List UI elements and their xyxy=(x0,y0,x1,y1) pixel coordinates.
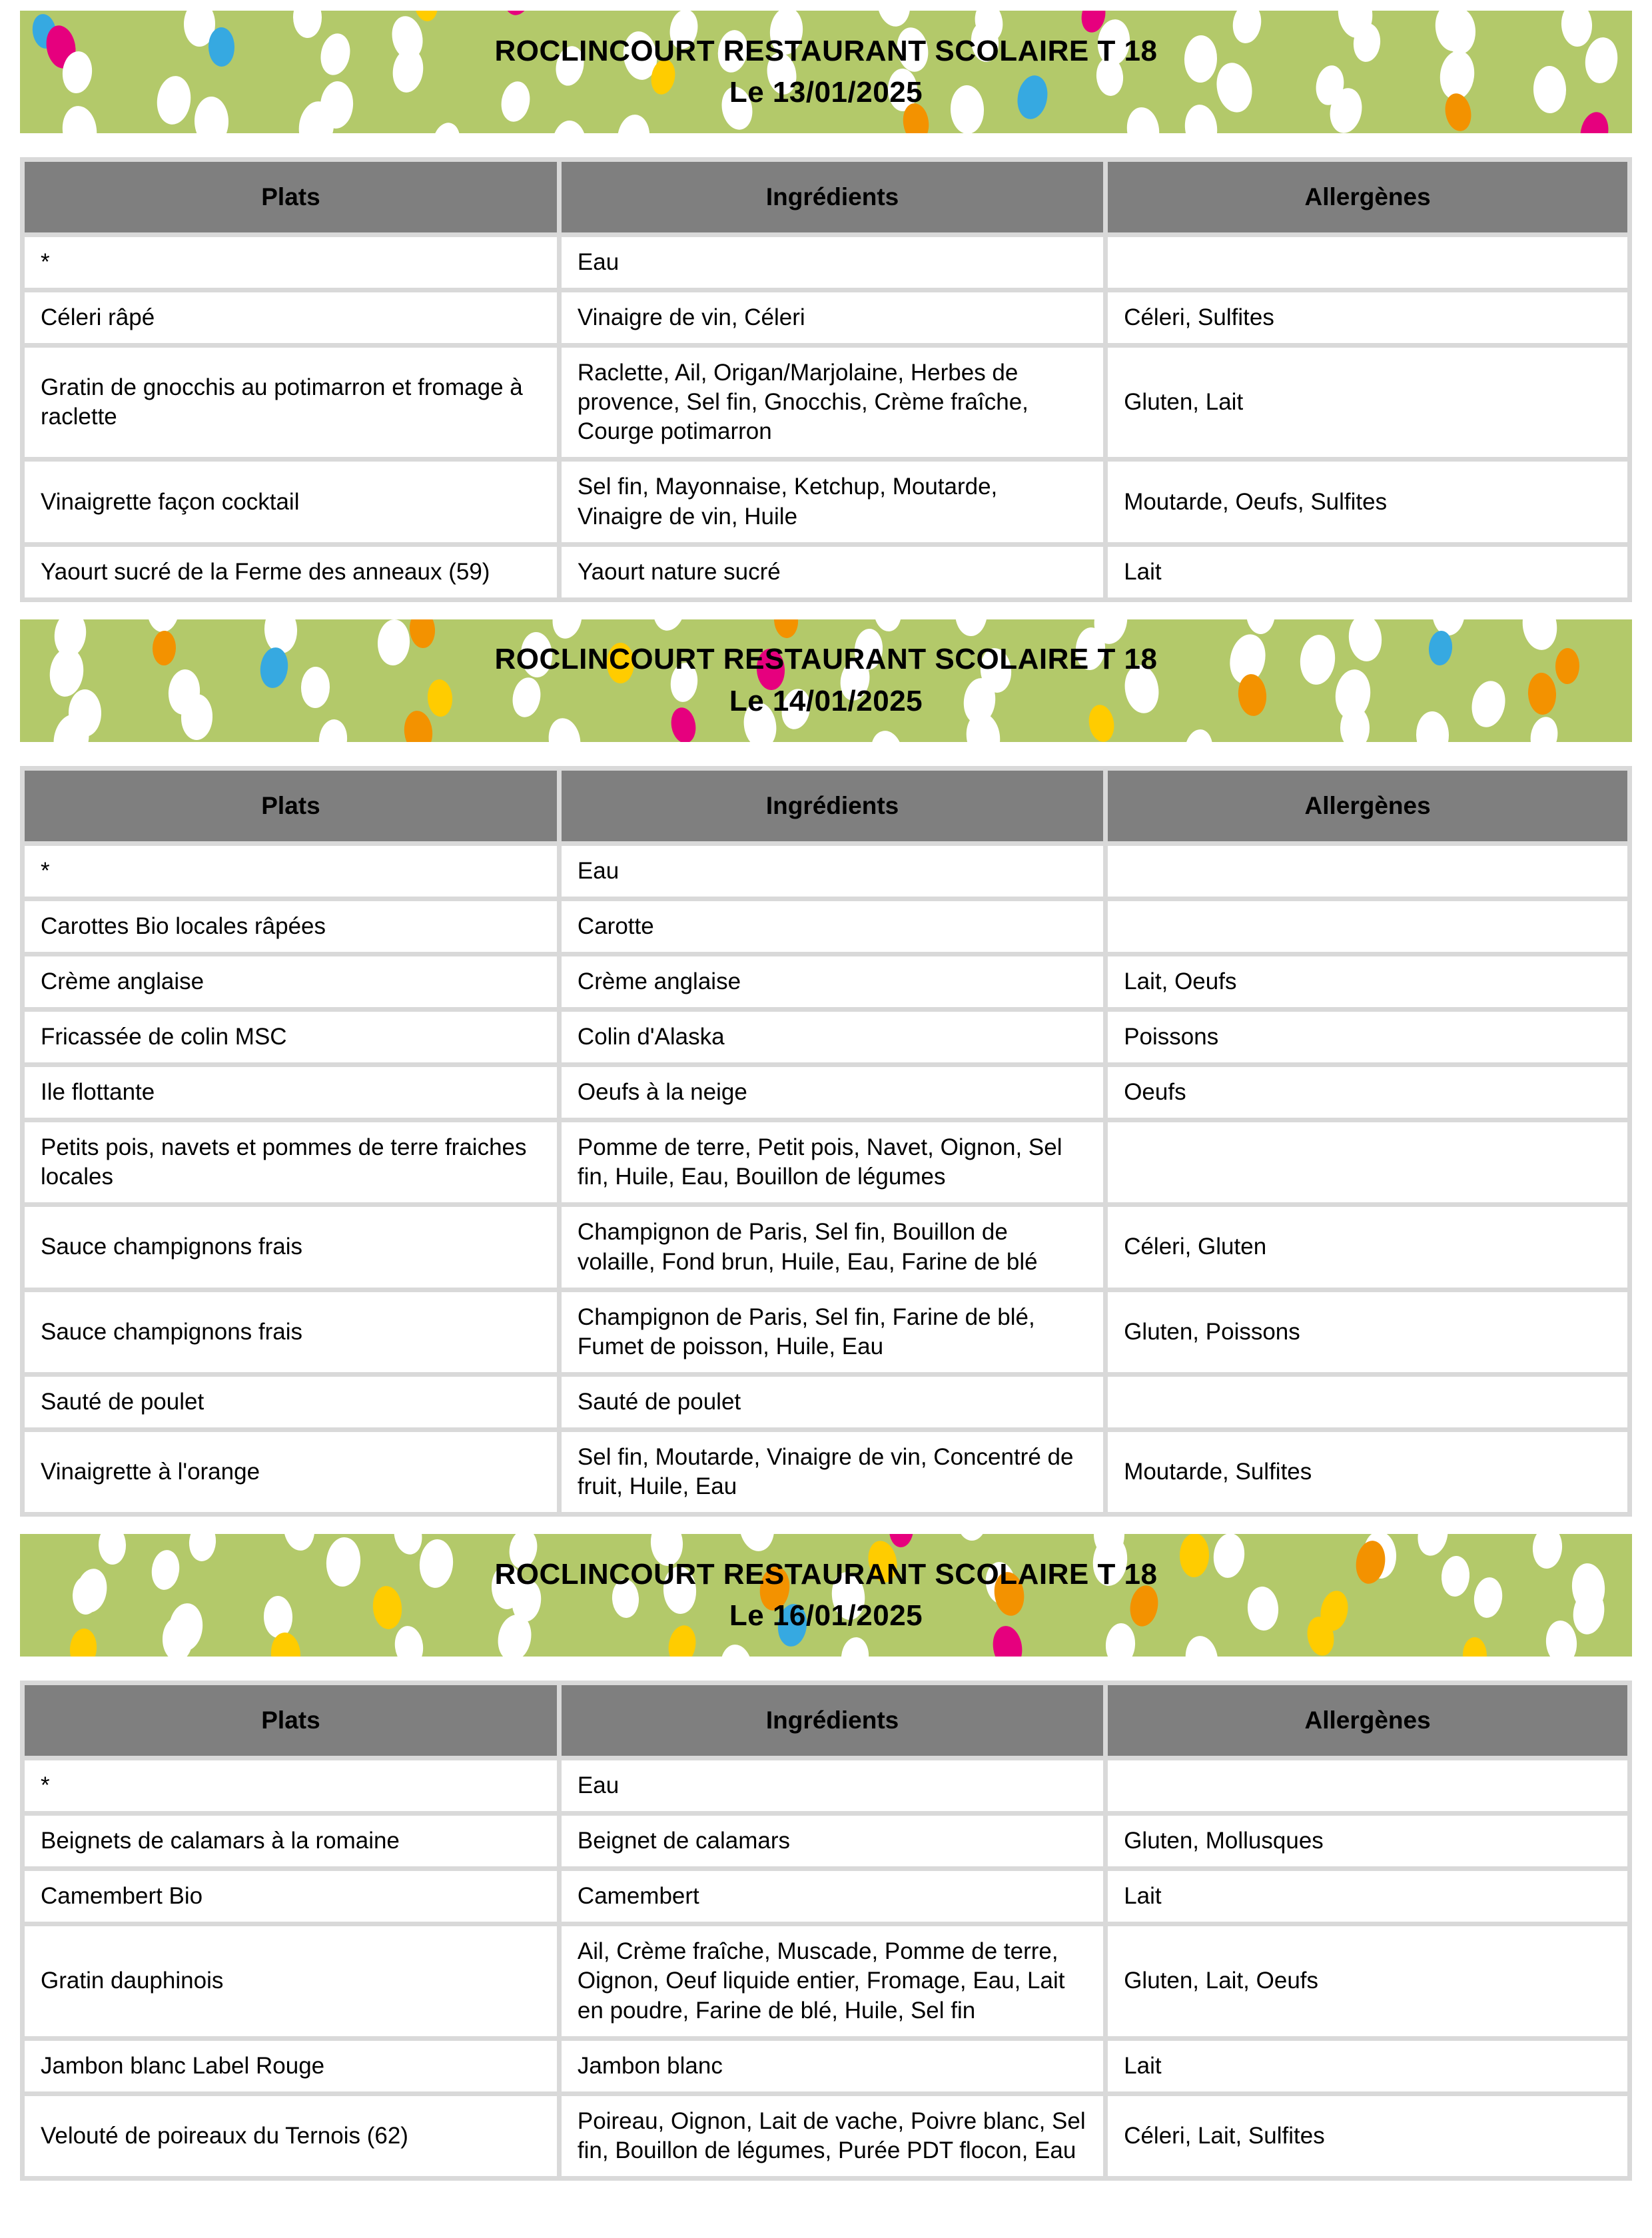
menu-row xyxy=(25,2041,1627,2091)
plat-cell: * xyxy=(25,1760,557,1811)
banner-dot xyxy=(376,619,411,667)
banner-dot xyxy=(552,120,587,133)
allergenes-cell xyxy=(1108,237,1627,288)
ingredients-cell: Poireau, Oignon, Lait de vache, Poivre blanc, Sel fin, Bouillon de légumes, Purée PDT flocon, Eau xyxy=(562,2096,1103,2176)
banner-dot xyxy=(1560,11,1593,48)
allergenes-cell xyxy=(1108,1377,1627,1427)
banner-dot xyxy=(208,27,235,67)
plat-cell: * xyxy=(25,846,557,897)
ingredients-cell: Beignet de calamars xyxy=(562,1816,1103,1866)
banner-dot xyxy=(1582,35,1620,85)
plat-cell: Velouté de poireaux du Ternois (62) xyxy=(25,2096,557,2176)
banner-dot xyxy=(1471,1576,1504,1620)
ingredients-cell: Sauté de poulet xyxy=(562,1377,1103,1427)
banner-title: ROCLINCOURT RESTAURANT SCOLAIRE T 18 xyxy=(494,34,1158,67)
banner-dot xyxy=(281,1534,316,1553)
plat-cell: Vinaigrette façon cocktail xyxy=(25,462,557,542)
column-header-allergenes: Allergènes xyxy=(1108,771,1627,841)
column-header-ingredients: Ingrédients xyxy=(562,162,1103,232)
ingredients-cell: Carotte xyxy=(562,901,1103,952)
banner-dot xyxy=(155,74,194,127)
plat-cell: Carottes Bio locales râpées xyxy=(25,901,557,952)
banner-dot xyxy=(1211,1534,1246,1579)
banner-dot xyxy=(1182,728,1215,742)
banner-dot xyxy=(153,631,177,666)
banner-dot xyxy=(615,113,652,133)
banner-dot xyxy=(1230,11,1264,45)
banner-dot xyxy=(649,619,689,633)
ingredients-cell: Oeufs à la neige xyxy=(562,1067,1103,1118)
allergenes-cell: Lait xyxy=(1108,2041,1627,2091)
banner-dot xyxy=(181,694,213,741)
banner-date: Le 16/01/2025 xyxy=(729,1599,923,1633)
banner-dot xyxy=(69,1628,99,1657)
allergenes-cell: Céleri, Gluten xyxy=(1108,1207,1627,1287)
date-banner xyxy=(20,1534,1632,1657)
allergenes-cell: Céleri, Sulfites xyxy=(1108,292,1627,343)
banner-dot xyxy=(1414,1534,1451,1559)
ingredients-cell: Sel fin, Moutarde, Vinaigre de vin, Concentré de fruit, Huile, Eau xyxy=(562,1432,1103,1512)
menu-row xyxy=(25,1377,1627,1427)
menu-table xyxy=(20,157,1632,602)
ingredients-cell: Champignon de Paris, Sel fin, Bouillon de volaille, Fond brun, Huile, Eau, Farine de blé xyxy=(562,1207,1103,1287)
ingredients-cell: Vinaigre de vin, Céleri xyxy=(562,292,1103,343)
allergenes-cell xyxy=(1108,1122,1627,1202)
menu-row xyxy=(25,348,1627,457)
plat-cell: Jambon blanc Label Rouge xyxy=(25,2041,557,2091)
plat-cell: Vinaigrette à l'orange xyxy=(25,1432,557,1512)
banner-dot xyxy=(1179,1534,1209,1577)
ingredients-cell: Jambon blanc xyxy=(562,2041,1103,2091)
banner-dot xyxy=(1346,619,1384,663)
plat-cell: Fricassée de colin MSC xyxy=(25,1012,557,1062)
banner-dot xyxy=(1531,1534,1563,1569)
column-header-plats: Plats xyxy=(25,162,557,232)
allergenes-cell: Oeufs xyxy=(1108,1067,1627,1118)
allergenes-cell: Céleri, Lait, Sulfites xyxy=(1108,2096,1627,2176)
ingredients-cell: Eau xyxy=(562,237,1103,288)
column-header-plats: Plats xyxy=(25,771,557,841)
ingredients-cell: Eau xyxy=(562,1760,1103,1811)
banner-dot xyxy=(872,619,903,633)
banner-dot xyxy=(719,1643,755,1657)
allergenes-cell: Lait xyxy=(1108,1871,1627,1922)
banner-dot xyxy=(1015,73,1051,121)
menu-row xyxy=(25,1207,1627,1287)
plat-cell: Sauce champignons frais xyxy=(25,1207,557,1287)
plat-cell: Yaourt sucré de la Ferme des anneaux (59) xyxy=(25,547,557,597)
ingredients-cell: Eau xyxy=(562,846,1103,897)
menu-row xyxy=(25,1012,1627,1062)
plat-cell: Ile flottante xyxy=(25,1067,557,1118)
ingredients-cell: Camembert xyxy=(562,1871,1103,1922)
menu-row xyxy=(25,901,1627,952)
banner-dot xyxy=(1298,633,1338,687)
ingredients-cell: Raclette, Ail, Origan/Marjolaine, Herbes de provence, Sel fin, Gnocchis, Crème fraîche, Courge potimarron xyxy=(562,348,1103,457)
menu-row xyxy=(25,237,1627,288)
column-header-ingredients: Ingrédients xyxy=(562,1685,1103,1756)
plat-cell: Crème anglaise xyxy=(25,956,557,1007)
ingredients-cell: Yaourt nature sucré xyxy=(562,547,1103,597)
banner-dot xyxy=(426,679,454,717)
banner-dot xyxy=(1104,1623,1136,1657)
allergenes-cell xyxy=(1108,846,1627,897)
banner-title: ROCLINCOURT RESTAURANT SCOLAIRE T 18 xyxy=(494,1557,1158,1591)
banner-dot xyxy=(546,715,584,741)
banner-dot xyxy=(1527,715,1561,742)
banner-dot xyxy=(510,675,544,719)
banner-dot xyxy=(1577,109,1611,133)
menu-table-header-row xyxy=(25,1685,1627,1756)
menu-row xyxy=(25,1292,1627,1372)
date-banner xyxy=(20,11,1632,133)
banner-date: Le 13/01/2025 xyxy=(729,76,923,109)
menu-sections xyxy=(20,11,1632,2181)
banner-dot xyxy=(1246,1585,1280,1631)
column-header-allergenes: Allergènes xyxy=(1108,1685,1627,1756)
ingredients-cell: Colin d'Alaska xyxy=(562,1012,1103,1062)
ingredients-cell: Champignon de Paris, Sel fin, Farine de blé, Fumet de poisson, Huile, Eau xyxy=(562,1292,1103,1372)
banner-dot xyxy=(59,104,99,133)
plat-cell: Céleri râpé xyxy=(25,292,557,343)
banner-dot xyxy=(955,619,988,637)
banner-dot xyxy=(1533,65,1567,114)
banner-dot xyxy=(1086,703,1117,742)
banner-dot xyxy=(430,120,464,133)
banner-dot xyxy=(839,1636,871,1657)
banner-dot xyxy=(1236,673,1268,718)
menu-row xyxy=(25,1871,1627,1922)
menu-row xyxy=(25,462,1627,542)
banner-dot xyxy=(1519,619,1560,653)
banner-dot xyxy=(408,619,436,649)
banner-dot xyxy=(773,619,799,639)
allergenes-cell: Gluten, Lait, Oeufs xyxy=(1108,1926,1627,2036)
banner-title: ROCLINCOURT RESTAURANT SCOLAIRE T 18 xyxy=(494,643,1158,676)
banner-dot xyxy=(371,1585,404,1631)
menu-row xyxy=(25,292,1627,343)
banner-dot xyxy=(390,1534,425,1557)
banner-dot xyxy=(99,1534,127,1565)
banner-dot xyxy=(867,728,906,742)
banner-dot xyxy=(889,1534,914,1547)
banner-dot xyxy=(1527,672,1557,715)
banner-dot xyxy=(950,85,985,133)
allergenes-cell: Gluten, Poissons xyxy=(1108,1292,1627,1372)
allergenes-cell: Poissons xyxy=(1108,1012,1627,1062)
banner-dot xyxy=(390,47,426,94)
banner-dot xyxy=(195,96,229,133)
banner-dot xyxy=(188,1534,217,1562)
ingredients-cell: Sel fin, Mayonnaise, Ketchup, Moutarde, Vinaigre de vin, Huile xyxy=(562,462,1103,542)
allergenes-cell: Gluten, Mollusques xyxy=(1108,1816,1627,1866)
menu-table-header-row xyxy=(25,771,1627,841)
banner-dot xyxy=(418,1538,455,1589)
banner-dot xyxy=(736,1534,777,1553)
banner-dot xyxy=(1442,91,1474,133)
banner-dot xyxy=(402,709,435,742)
menu-table-header-row xyxy=(25,162,1627,232)
allergenes-cell xyxy=(1108,1760,1627,1811)
banner-dot xyxy=(318,31,354,77)
plat-cell: Sauce champignons frais xyxy=(25,1292,557,1372)
menu-row xyxy=(25,1760,1627,1811)
banner-dot xyxy=(1340,707,1370,742)
banner-dot xyxy=(300,666,330,708)
banner-dot xyxy=(392,1624,426,1657)
banner-dot xyxy=(325,1537,362,1588)
menu-table xyxy=(20,1680,1632,2181)
banner-dot xyxy=(498,79,533,125)
menu-row xyxy=(25,846,1627,897)
allergenes-cell xyxy=(1108,901,1627,952)
menu-row xyxy=(25,1926,1627,2036)
menu-section xyxy=(20,11,1632,602)
column-header-ingredients: Ingrédients xyxy=(562,771,1103,841)
menu-row xyxy=(25,2096,1627,2176)
banner-dot xyxy=(1467,678,1509,731)
plat-cell: Beignets de calamars à la romaine xyxy=(25,1816,557,1866)
banner-dot xyxy=(1124,105,1162,133)
banner-dot xyxy=(1555,648,1580,684)
allergenes-cell: Gluten, Lait xyxy=(1108,348,1627,457)
column-header-allergenes: Allergènes xyxy=(1108,162,1627,232)
plat-cell: * xyxy=(25,237,557,288)
menu-row xyxy=(25,1122,1627,1202)
banner-dot xyxy=(668,706,698,742)
allergenes-cell: Moutarde, Sulfites xyxy=(1108,1432,1627,1512)
banner-dot xyxy=(1416,711,1449,742)
banner-dot xyxy=(412,11,440,23)
banner-dot xyxy=(1246,619,1274,634)
banner-dot xyxy=(1182,1634,1220,1657)
plat-cell: Gratin dauphinois xyxy=(25,1926,557,2036)
plat-cell: Camembert Bio xyxy=(25,1871,557,1922)
plat-cell: Gratin de gnocchis au potimarron et fromage à raclette xyxy=(25,348,557,457)
menu-section xyxy=(20,619,1632,1517)
menu-table-body xyxy=(25,1760,1627,2176)
banner-dot xyxy=(1441,1555,1471,1598)
ingredients-cell: Crème anglaise xyxy=(562,956,1103,1007)
menu-table-body xyxy=(25,846,1627,1512)
menu-table-body xyxy=(25,237,1627,597)
banner-dot xyxy=(163,1617,193,1657)
banner-dot xyxy=(1544,1619,1579,1657)
menu-row xyxy=(25,547,1627,597)
banner-dot xyxy=(317,718,348,741)
menu-row xyxy=(25,1432,1627,1512)
banner-dot xyxy=(1212,60,1256,115)
ingredients-cell: Ail, Crème fraîche, Muscade, Pomme de terre, Oignon, Oeuf liquide entier, Fromage, Eau, Lait en poudre, Farine de blé, Huile, Sel fin xyxy=(562,1926,1103,2036)
menu-row xyxy=(25,1067,1627,1118)
allergenes-cell: Lait, Oeufs xyxy=(1108,956,1627,1007)
banner-dot xyxy=(549,619,585,641)
plat-cell: Petits pois, navets et pommes de terre fraiches locales xyxy=(25,1122,557,1202)
banner-dot xyxy=(293,11,322,38)
banner-dot xyxy=(990,1624,1025,1657)
menu-row xyxy=(25,1816,1627,1866)
plat-cell: Sauté de poulet xyxy=(25,1377,557,1427)
banner-dot xyxy=(665,1623,699,1657)
banner-dot xyxy=(1184,35,1218,83)
banner-dot xyxy=(501,11,534,18)
allergenes-cell: Lait xyxy=(1108,547,1627,597)
menu-row xyxy=(25,956,1627,1007)
banner-date: Le 14/01/2025 xyxy=(729,684,923,717)
banner-dot xyxy=(874,11,913,29)
banner-dot xyxy=(1182,103,1220,133)
date-banner xyxy=(20,619,1632,742)
banner-dot xyxy=(149,1548,182,1591)
menu-table xyxy=(20,766,1632,1517)
banner-dot xyxy=(957,1534,987,1541)
allergenes-cell: Moutarde, Oeufs, Sulfites xyxy=(1108,462,1627,542)
banner-dot xyxy=(264,1596,294,1639)
banner-dot xyxy=(1463,1637,1487,1657)
ingredients-cell: Pomme de terre, Petit pois, Navet, Oignon, Sel fin, Huile, Eau, Bouillon de légumes xyxy=(562,1122,1103,1202)
menu-section xyxy=(20,1534,1632,2181)
column-header-plats: Plats xyxy=(25,1685,557,1756)
